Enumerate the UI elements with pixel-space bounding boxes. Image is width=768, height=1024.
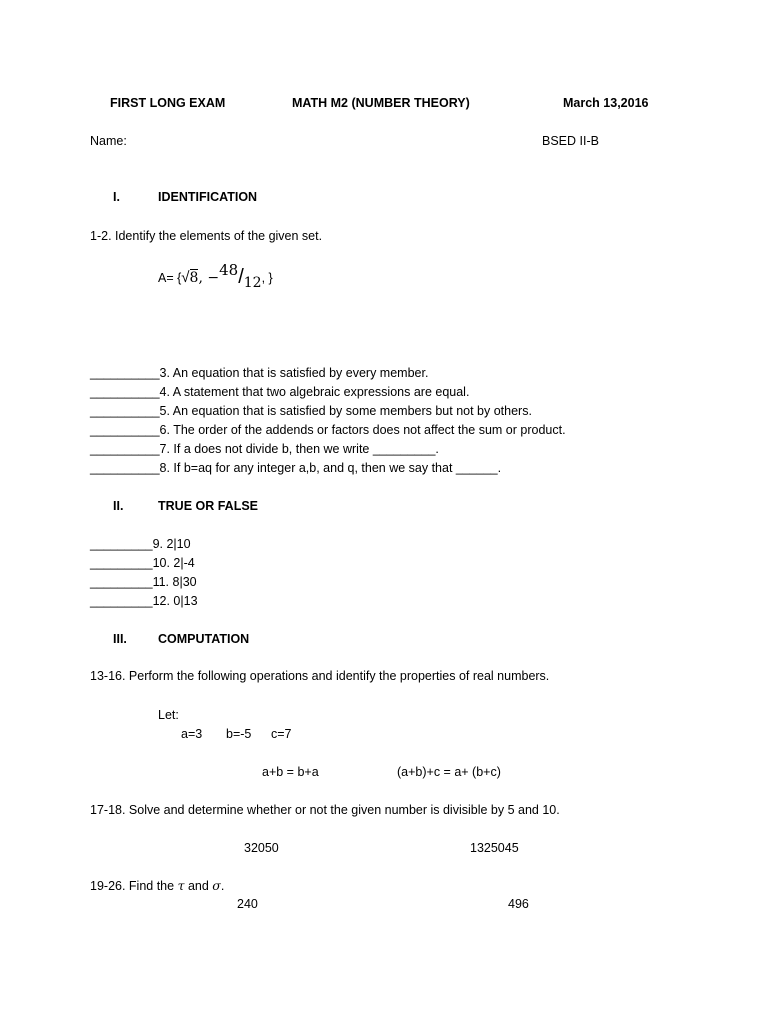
question-1-2: 1-2. Identify the elements of the given set. xyxy=(90,229,323,243)
radicand: 8 xyxy=(189,270,199,286)
question-19-26-prefix: 19-26. Find the xyxy=(90,879,178,893)
subject-title: MATH M2 (NUMBER THEORY) xyxy=(292,96,470,110)
question-19-26 xyxy=(90,878,224,894)
section-3-numeral: III. xyxy=(113,632,127,646)
section-2-title: TRUE OR FALSE xyxy=(158,499,259,513)
section-2-numeral: II. xyxy=(113,499,124,513)
sqrt-symbol: √ xyxy=(181,269,190,286)
tau-symbol: τ xyxy=(177,878,185,893)
item-8: __________8. If b=aq for any integer a,b, and q, then we say that ______. xyxy=(90,461,502,475)
item-5: __________5. An equation that is satisfied by some members but not by others. xyxy=(90,404,532,418)
number-240: 240 xyxy=(237,897,258,911)
question-period: . xyxy=(220,879,225,893)
set-expression xyxy=(158,261,273,291)
c-value: c=7 xyxy=(271,727,292,741)
item-4: __________4. A statement that two algebraic expressions are equal. xyxy=(90,385,470,399)
expression-1: a+b = b+a xyxy=(262,765,319,779)
set-suffix: , } xyxy=(261,271,273,285)
section-1-title: IDENTIFICATION xyxy=(158,190,258,204)
set-prefix: A= { xyxy=(158,271,182,285)
item-7: __________7. If a does not divide b, then we write _________. xyxy=(90,442,439,456)
section-label: BSED II-B xyxy=(542,134,599,148)
section-1-numeral: I. xyxy=(113,190,120,204)
b-value: b=-5 xyxy=(226,727,252,741)
item-10: _________10. 2|-4 xyxy=(90,556,195,570)
item-6: __________6. The order of the addends or factors does not affect the sum or product. xyxy=(90,423,566,437)
and-word: and xyxy=(184,879,213,893)
fraction-denominator: 12 xyxy=(243,275,262,291)
question-13-16: 13-16. Perform the following operations and identify the properties of real numbers. xyxy=(90,669,550,683)
number-496: 496 xyxy=(508,897,529,911)
question-17-18: 17-18. Solve and determine whether or not the given number is divisible by 5 and 10. xyxy=(90,803,560,817)
expression-2: (a+b)+c = a+ (b+c) xyxy=(397,765,501,779)
sigma-symbol: σ xyxy=(212,878,221,893)
number-32050: 32050 xyxy=(244,841,279,855)
name-label: Name: xyxy=(90,134,127,148)
item-11: _________11. 8|30 xyxy=(90,575,197,589)
item-3: __________3. An equation that is satisfied by every member. xyxy=(90,366,429,380)
comma-minus: , − xyxy=(198,270,220,286)
fraction-numerator: 48 xyxy=(219,261,239,279)
exam-title: FIRST LONG EXAM xyxy=(110,96,226,110)
fraction-slash: / xyxy=(238,266,244,288)
section-3-title: COMPUTATION xyxy=(158,632,250,646)
a-value: a=3 xyxy=(181,727,203,741)
item-9: _________9. 2|10 xyxy=(90,537,191,551)
let-label: Let: xyxy=(158,708,179,722)
number-1325045: 1325045 xyxy=(470,841,519,855)
item-12: _________12. 0|13 xyxy=(90,594,198,608)
exam-date: March 13,2016 xyxy=(563,96,649,110)
